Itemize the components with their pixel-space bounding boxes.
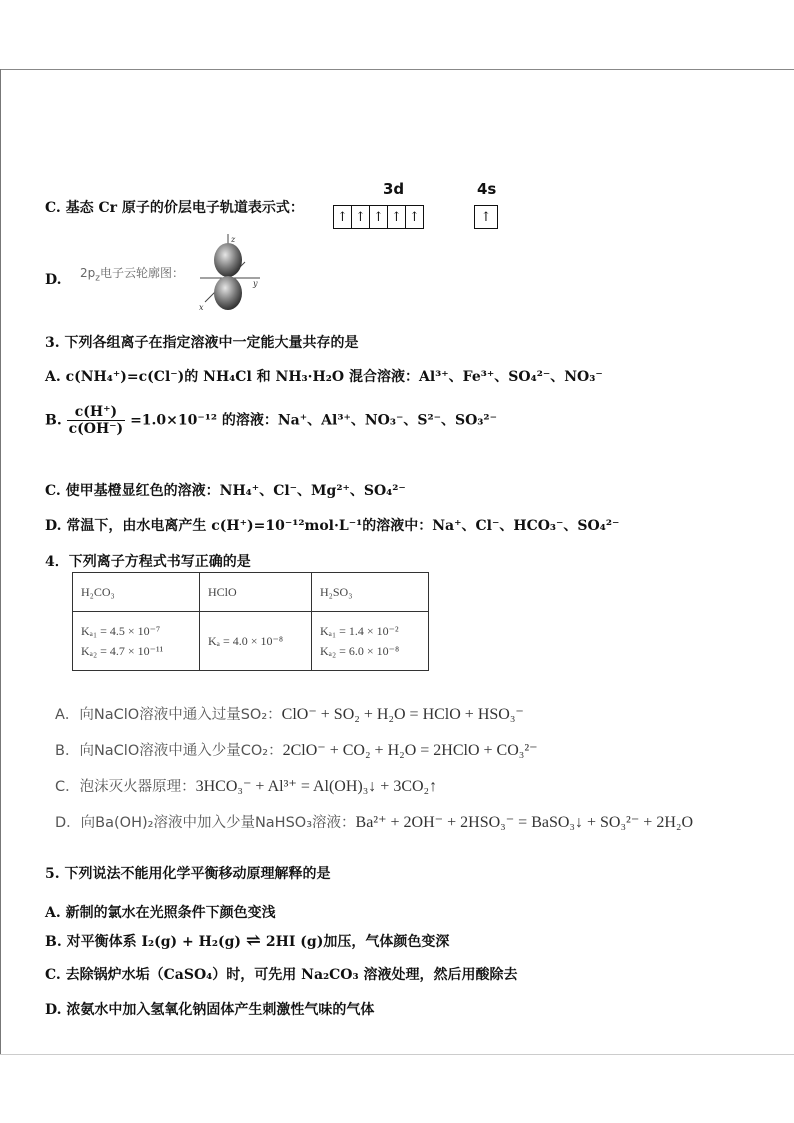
table-cell: Kₐ₁ = 4.5 × 10⁻⁷ Kₐ₂ = 4.7 × 10⁻¹¹ <box>73 612 200 671</box>
q3-title: 3. 下列各组离子在指定溶液中一定能大量共存的是 <box>45 335 359 351</box>
q5-option-b: B. 对平衡体系 I₂(g) + H₂(g) ⇌ 2HI (g)加压，气体颜色变深 <box>45 930 450 951</box>
q2-option-d: D. <box>45 272 62 288</box>
orbital-lobe-upper <box>214 243 242 277</box>
orbital-4s-box <box>474 205 498 229</box>
orbital-box: ↑ <box>352 206 370 228</box>
table-header: H₂SO₃ <box>312 573 429 612</box>
axis-y-label: y <box>253 279 258 288</box>
q4-title: 4．下列离子方程式书写正确的是 <box>45 554 251 570</box>
q3-option-b: B. $\frac{c(H^+)}{c(OH^-)}$ =1.0×10⁻¹² 的溶液：Na⁺、Al³⁺、NO₃⁻、S²⁻、SO₃²⁻ <box>45 404 497 437</box>
q5-option-a: A. 新制的氯水在光照条件下颜色变浅 <box>45 905 276 921</box>
pz-caption: $2p_z$电子云轮廓图： <box>80 266 185 284</box>
table-header: H₂CO₃ <box>73 573 200 612</box>
page-bottom-border <box>0 1054 794 1055</box>
page-left-border <box>0 69 1 1054</box>
pz-orbital-image <box>195 232 265 312</box>
orbital-lobe-lower <box>214 276 242 310</box>
ka-table <box>72 572 429 671</box>
table-row <box>73 612 429 671</box>
orbital-box: ↑ <box>409 209 420 225</box>
q4-option-a: A．向NaClO溶液中通入过量SO₂：ClO⁻ + SO₂ + H₂O = HClO + HSO₃⁻ <box>55 706 524 723</box>
axis-z-label: z <box>231 235 236 244</box>
equilibrium-arrow: ⇌ <box>245 930 262 951</box>
q5-option-d: D. 浓氨水中加入氢氧化钠固体产生刺激性气味的气体 <box>45 1002 375 1018</box>
orbital-box: ↑ <box>388 206 406 228</box>
page-top-border <box>0 69 794 70</box>
q4-option-c: C．泡沫灭火器原理：3HCO₃⁻ + Al³⁺ = Al(OH)₃↓ + 3CO₂↑ <box>55 778 438 795</box>
orbital-box: ↑ <box>370 206 388 228</box>
q3-option-d: D. 常温下，由水电离产生 c(H⁺)=10⁻¹²mol·L⁻¹的溶液中：Na⁺、Cl⁻、HCO₃⁻、SO₄²⁻ <box>45 518 620 534</box>
orbital-box: ↑ <box>334 206 352 228</box>
q4-option-b: B．向NaClO溶液中通入少量CO₂：2ClO⁻ + CO₂ + H₂O = 2HClO + CO₃²⁻ <box>55 742 538 759</box>
table-header: HClO <box>200 573 312 612</box>
q5-title: 5. 下列说法不能用化学平衡移动原理解释的是 <box>45 866 331 882</box>
orbital-box: ↑ <box>480 209 492 225</box>
orbital-3d-boxes <box>333 205 424 229</box>
q2-option-c: C. 基态 Cr 原子的价层电子轨道表示式： <box>45 200 304 216</box>
label-4s: 4s <box>477 180 497 198</box>
q3-option-c: C. 使甲基橙显红色的溶液：NH₄⁺、Cl⁻、Mg²⁺、SO₄²⁻ <box>45 483 406 499</box>
label-3d: 3d <box>383 180 405 198</box>
table-row <box>73 573 429 612</box>
q3-option-a: A. c(NH₄⁺)=c(Cl⁻)的 NH₄Cl 和 NH₃·H₂O 混合溶液：Al³⁺、Fe³⁺、SO₄²⁻、NO₃⁻ <box>45 369 603 385</box>
hydrogen-ratio-fraction: $\frac{c(H^+)}{c(OH^-)}$ <box>68 404 124 437</box>
table-cell: Kₐ = 4.0 × 10⁻⁸ <box>200 612 312 671</box>
axis-x-label: x <box>199 303 204 312</box>
q5-option-c: C. 去除锅炉水垢（CaSO₄）时，可先用 Na₂CO₃ 溶液处理，然后用酸除去 <box>45 967 518 983</box>
q4-option-d: D．向Ba(OH)₂溶液中加入少量NaHSO₃溶液：Ba²⁺ + 2OH⁻ + 2HSO₃⁻ = BaSO₃↓ + SO₃²⁻ + 2H₂O <box>55 814 693 831</box>
table-cell: Kₐ₁ = 1.4 × 10⁻² Kₐ₂ = 6.0 × 10⁻⁸ <box>312 612 429 671</box>
